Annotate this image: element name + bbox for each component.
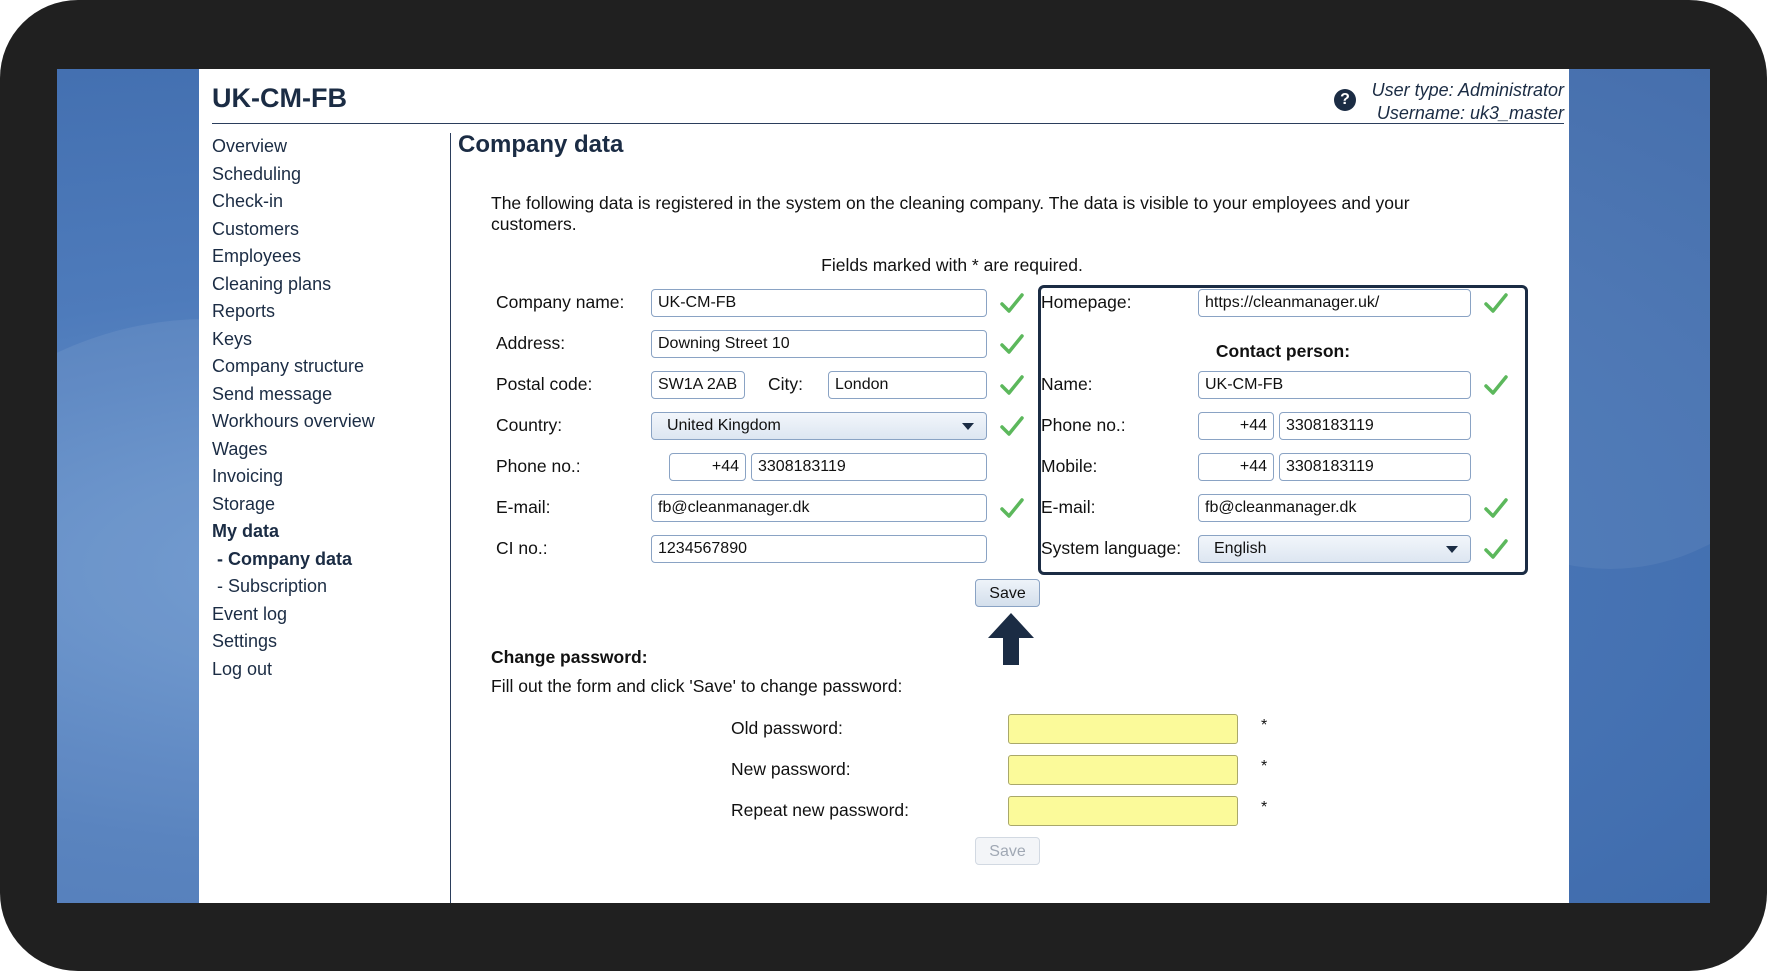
- city-input[interactable]: London: [828, 371, 987, 399]
- change-password-description: Fill out the form and click 'Save' to change password:: [491, 676, 903, 696]
- sidebar-item-wages[interactable]: Wages: [212, 438, 268, 459]
- sidebar-item-scheduling[interactable]: Scheduling: [212, 163, 302, 184]
- check-icon: [1483, 495, 1509, 521]
- chevron-down-icon: [1446, 546, 1458, 553]
- company-name-input[interactable]: UK-CM-FB: [651, 289, 987, 317]
- save-button[interactable]: Save: [975, 579, 1040, 607]
- sidebar-item-my-data[interactable]: My data: [212, 521, 280, 541]
- check-icon: [999, 495, 1025, 521]
- header-divider: [212, 123, 1564, 124]
- contact-mobile-label: Mobile:: [1041, 456, 1098, 476]
- sidebar-item-workhours-overview[interactable]: Workhours overview: [212, 411, 375, 431]
- required-mark: *: [1261, 799, 1268, 816]
- sidebar-item-customers[interactable]: Customers: [212, 218, 300, 239]
- old-password-label: Old password:: [731, 718, 843, 738]
- check-icon: [999, 413, 1025, 439]
- username: Username: uk3_master: [1376, 103, 1564, 123]
- help-icon[interactable]: ?: [1334, 89, 1356, 111]
- address-label: Address:: [496, 333, 566, 353]
- sidebar-nav: [212, 133, 442, 683]
- homepage-label: Homepage:: [1041, 292, 1132, 312]
- new-password-input[interactable]: [1008, 755, 1238, 785]
- required-mark: *: [1261, 758, 1268, 775]
- country-label: Country:: [496, 415, 563, 435]
- chevron-down-icon: [962, 423, 974, 430]
- city-label: City:: [768, 374, 803, 394]
- new-password-label: New password:: [731, 759, 851, 779]
- email-input[interactable]: fb@cleanmanager.dk: [651, 494, 987, 522]
- intro-text: The following data is registered in the system on the cleaning company. The data is visible to your employees and your customers.: [491, 193, 1410, 234]
- check-icon: [1483, 372, 1509, 398]
- repeat-password-input[interactable]: [1008, 796, 1238, 826]
- contact-mobile-prefix-input[interactable]: +44: [1198, 453, 1274, 481]
- check-icon: [999, 331, 1025, 357]
- phone-input[interactable]: 3308183119: [751, 453, 987, 481]
- contact-name-input[interactable]: UK-CM-FB: [1198, 371, 1471, 399]
- contact-phone-prefix-input[interactable]: +44: [1198, 412, 1274, 440]
- sidebar-item-cleaning-plans[interactable]: Cleaning plans: [212, 273, 332, 294]
- page-title: Company data: [458, 131, 624, 158]
- address-input[interactable]: Downing Street 10: [651, 330, 987, 358]
- sidebar-item-storage[interactable]: Storage: [212, 493, 276, 514]
- contact-email-input[interactable]: fb@cleanmanager.dk: [1198, 494, 1471, 522]
- check-icon: [999, 290, 1025, 316]
- old-password-input[interactable]: [1008, 714, 1238, 744]
- contact-phone-label: Phone no.:: [1041, 415, 1126, 435]
- app-title: UK-CM-FB: [212, 83, 347, 113]
- sidebar-item-company-data[interactable]: - Company data: [217, 548, 353, 569]
- contact-email-label: E-mail:: [1041, 497, 1096, 517]
- required-note: Fields marked with * are required.: [821, 255, 1083, 275]
- sidebar-item-employees[interactable]: Employees: [212, 246, 302, 266]
- homepage-input[interactable]: https://cleanmanager.uk/: [1198, 289, 1471, 317]
- user-type: User type: Administrator: [1371, 80, 1564, 100]
- email-label: E-mail:: [496, 497, 551, 517]
- repeat-password-label: Repeat new password:: [731, 800, 910, 820]
- phone-label: Phone no.:: [496, 456, 581, 476]
- user-info: [1372, 79, 1564, 125]
- postal-code-label: Postal code:: [496, 374, 593, 394]
- sidebar-item-keys[interactable]: Keys: [212, 328, 253, 349]
- save-password-button[interactable]: Save: [975, 837, 1040, 865]
- required-mark: *: [1261, 717, 1268, 734]
- contact-person-title: Contact person:: [1215, 341, 1351, 361]
- sidebar-divider: [450, 133, 451, 903]
- sidebar-item-reports[interactable]: Reports: [212, 301, 276, 321]
- system-language-label: System language:: [1041, 538, 1182, 558]
- check-icon: [999, 372, 1025, 398]
- sidebar-item-company-structure[interactable]: Company structure: [212, 356, 365, 376]
- country-select-value: United Kingdom: [667, 417, 781, 434]
- sidebar-item-subscription[interactable]: - Subscription: [217, 576, 328, 596]
- sidebar-item-check-in[interactable]: Check-in: [212, 191, 284, 211]
- system-language-select[interactable]: [1198, 535, 1471, 563]
- country-select[interactable]: [651, 412, 987, 440]
- change-password-title: Change password:: [491, 647, 648, 667]
- contact-phone-input[interactable]: 3308183119: [1279, 412, 1471, 440]
- sidebar-item-invoicing[interactable]: Invoicing: [212, 466, 284, 486]
- app-window: [199, 69, 1569, 903]
- desktop-background: [57, 69, 1710, 903]
- sidebar-item-send-message[interactable]: Send message: [212, 383, 333, 404]
- sidebar-item-log-out[interactable]: Log out: [212, 658, 273, 679]
- phone-prefix-input[interactable]: +44: [669, 453, 746, 481]
- sidebar-item-settings[interactable]: Settings: [212, 631, 278, 651]
- check-icon: [1483, 536, 1509, 562]
- system-language-value: English: [1214, 540, 1267, 557]
- ci-no-input[interactable]: 1234567890: [651, 535, 987, 563]
- contact-name-label: Name:: [1041, 374, 1093, 394]
- arrow-up-icon: [986, 611, 1036, 667]
- sidebar-item-overview[interactable]: Overview: [212, 136, 288, 156]
- check-icon: [1483, 290, 1509, 316]
- contact-mobile-input[interactable]: 3308183119: [1279, 453, 1471, 481]
- postal-code-input[interactable]: SW1A 2AB: [651, 371, 745, 399]
- sidebar-item-event-log[interactable]: Event log: [212, 603, 288, 624]
- company-name-label: Company name:: [496, 292, 625, 312]
- ci-no-label: CI no.:: [496, 538, 548, 558]
